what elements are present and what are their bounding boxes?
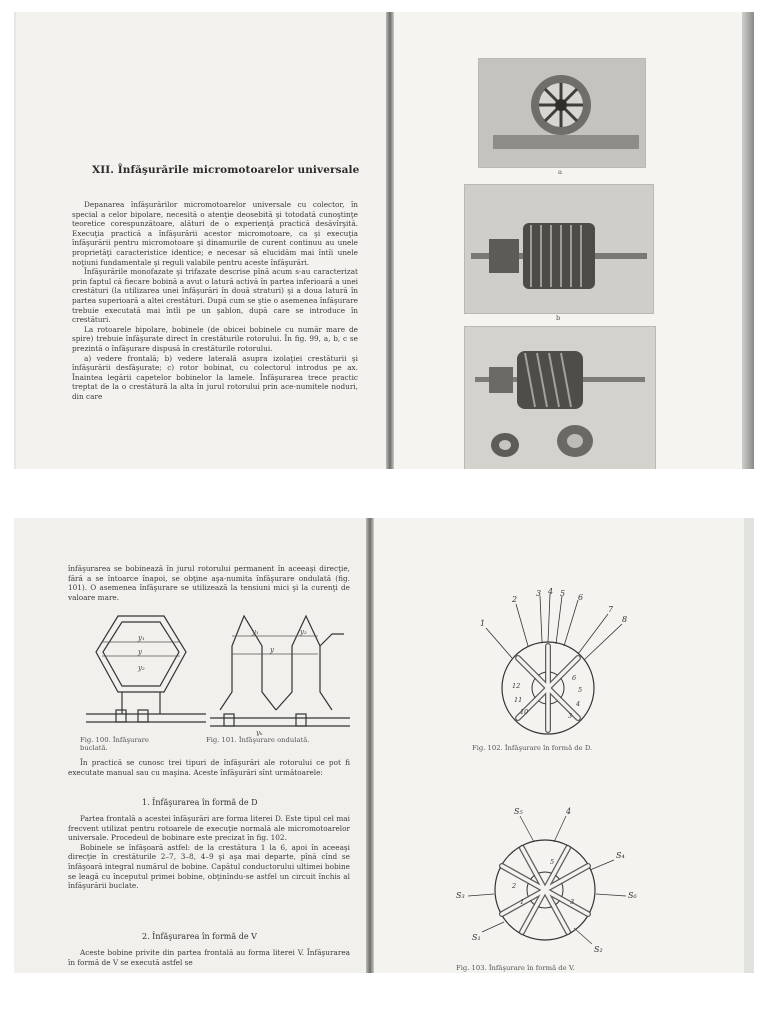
fig101-label-y2: y₂ <box>300 628 307 636</box>
fig103-caption: Fig. 103. Înfăşurare în formă de V. <box>456 964 575 972</box>
fig103-label-s1: S₁ <box>472 933 481 942</box>
section2-paragraph: Aceste bobine privite din partea frontală au forma literei V. Înfăşurarea în formă de V se execută astfel se <box>68 948 350 967</box>
fig101-wave-winding-diagram <box>210 610 350 736</box>
photo-label-b: b <box>556 314 561 322</box>
photo-b-rotor-side <box>464 184 654 314</box>
top-gutter <box>386 12 394 469</box>
paragraph-2: Înfăşurările monofazate şi trifazate descrise pînă acum s-au caracterizat prin faptul că fiecare bobină a avut o latură activă în partea inferioară a unei crestături (la utilizarea unei înfăşurări în două straturi) şi a doua latură în partea superioară a altei crestături. După cum se ştie o asemenea înfăşurare trebuie executată mai întîi pe un şablon, după care se introduce în crestături. <box>72 267 358 325</box>
fig102-caption: Fig. 102. Înfăşurare în formă de D. <box>472 744 593 752</box>
rotor-wound-illustration <box>465 327 655 469</box>
fig103-slot-1: 1 <box>520 898 525 906</box>
fig102-slot-6: 6 <box>572 674 577 682</box>
rotor-side-illustration <box>465 185 653 313</box>
fig103-label-s5: S₅ <box>514 807 523 816</box>
fig103-label-4-top: 4 <box>566 807 572 816</box>
fig102-slot-12: 12 <box>512 682 521 690</box>
fig100-label-y1: y₁ <box>138 634 145 642</box>
fig102-num-8: 8 <box>622 615 628 624</box>
bottom-book-spread <box>14 518 754 973</box>
fig103-slot-5: 5 <box>550 858 555 866</box>
chapter-title: XII. Înfăşurările micromotoarelor universale <box>92 164 360 176</box>
rotor-front-illustration <box>479 59 645 167</box>
top-book-spread <box>14 12 754 469</box>
fig100-label-y: y <box>138 648 142 656</box>
paragraph-1: Depanarea înfăşurărilor micromotoarelor universale cu colector, în special a celor bipolare, necesită o atenţie deosebită şi totodată cunoştinţe teoretice corespunzătoare, alături de o experienţă practică desăvîrşită. Execuţia practică a înfăşurării acestor micromotoare, ca şi execuţia înfăşurării pentru micromotoare şi dinamurile de curent continuu au unele proprietăţi caracteristice identice; e necesar să elucidăm mai întîi unele noţiuni fundamentale şi reguli valabile pentru aceste înfăşurări. <box>72 200 358 267</box>
fig101-label-y1: y₁ <box>252 628 259 636</box>
fig102-num-3: 3 <box>536 589 542 598</box>
section1-body <box>68 814 350 891</box>
fig101-caption: Fig. 101. Înfăşurare ondulată. <box>206 736 310 744</box>
section1-paragraph-1: Partea frontală a acestei înfăşurări are forma literei D. Este tipul cel mai frecvent utilizat pentru rotoarele de execuţie normală ale micromotoarelor universale. Procedeul de bobinare este precizat în fig. 102. <box>68 814 350 843</box>
fig103-label-s3: S₃ <box>456 891 465 900</box>
section1-paragraph-2: Bobinele se înfăşoară astfel: de la crestătura 1 la 6, apoi în aceeaşi direcţie în crestăturile 2–7, 3–8, 4–9 şi aşa mai departe, pînă cînd se înfăşoară integral numărul de bobine. Capătul conductorului ultimei bobine se leagă cu începutul primei bobine, obţinîndu-se astfel un circuit închis al înfăşurării buclate. <box>68 842 350 891</box>
fig100-label-y2: y₂ <box>138 664 145 672</box>
fig102-num-1: 1 <box>480 619 486 628</box>
photo-a-rotor-front <box>478 58 646 168</box>
fig102-slot-10: 10 <box>520 708 529 716</box>
fig100-caption: Fig. 100. Înfăşurare buclată. <box>80 736 149 752</box>
fig103-v-winding-diagram <box>450 804 640 964</box>
top-right-page <box>394 12 754 469</box>
intro-text: înfăşurarea se bobinează în jurul rotorului permanent în aceeaşi direcţie, fără a se întoarce înapoi, se obţine aşa-numita înfăşurare ondulată (fig. 101). O asemenea înfăşurare se utilizează la tensiuni mici şi la curenţi de valoare mare. <box>68 564 350 602</box>
section2-body <box>68 948 350 967</box>
bottom-right-page <box>374 518 744 973</box>
bottom-gutter <box>366 518 374 973</box>
photo-c-rotor-wound <box>464 326 656 469</box>
fig102-slot-3: 3 <box>568 712 573 720</box>
fig102-d-winding-diagram <box>458 588 638 738</box>
paragraph-3: La rotoarele bipolare, bobinele (de obicei bobinele cu număr mare de spire) trebuie înfăşurate direct în crestăturile rotorului. În fig. 99, a, b, c se prezintă o înfăşurare dispusă în crestăturile rotorului. <box>72 324 358 353</box>
fig102-num-4: 4 <box>548 588 554 596</box>
paragraph-4: a) vedere frontală; b) vedere laterală asupra izolaţiei crestăturii şi înfăşurării desfăşurate; c) rotor bobinat, cu colectorul introdus pe ax. Înaintea legării capetelor bobinelor la lamele. Înfăşurarea trece practic treptat de la o crestătură la alta în jurul rotorului prin ace-numitele noduri, din care <box>72 353 358 401</box>
fig102-num-6: 6 <box>578 593 584 602</box>
fig102-slot-5: 5 <box>578 686 583 694</box>
section2-title: 2. Înfăşurarea în formă de V <box>142 932 257 941</box>
section1-title: 1. Înfăşurarea în formă de D <box>142 798 258 807</box>
fig103-label-s2: S₂ <box>594 945 603 954</box>
fig100-lap-winding-diagram <box>86 610 206 728</box>
fig103-slot-2: 2 <box>512 882 517 890</box>
fig102-num-2: 2 <box>512 595 518 604</box>
chapter-body-text <box>72 200 358 401</box>
bottom-left-page <box>14 518 366 973</box>
fig102-num-7: 7 <box>608 605 614 614</box>
practice-paragraph <box>68 758 350 777</box>
fig102-slot-11: 11 <box>514 696 523 704</box>
fig103-label-s6: S₆ <box>628 891 637 900</box>
fig103-slot-3: 3 <box>570 898 575 906</box>
practice-text: În practică se cunosc trei tipuri de înfăşurări ale rotorului ce pot fi executate manual sau cu maşina. Aceste înfăşurări sînt următoarele: <box>68 758 350 777</box>
top-page-edge <box>742 12 754 469</box>
fig101-label-yk: yₖ <box>256 729 263 736</box>
fig103-label-s4: S₄ <box>616 851 625 860</box>
photo-label-a: a <box>558 168 563 176</box>
fig101-label-y: y <box>270 646 274 654</box>
fig102-num-5: 5 <box>560 589 566 598</box>
top-left-page <box>16 12 386 469</box>
fig102-slot-4: 4 <box>576 700 581 708</box>
